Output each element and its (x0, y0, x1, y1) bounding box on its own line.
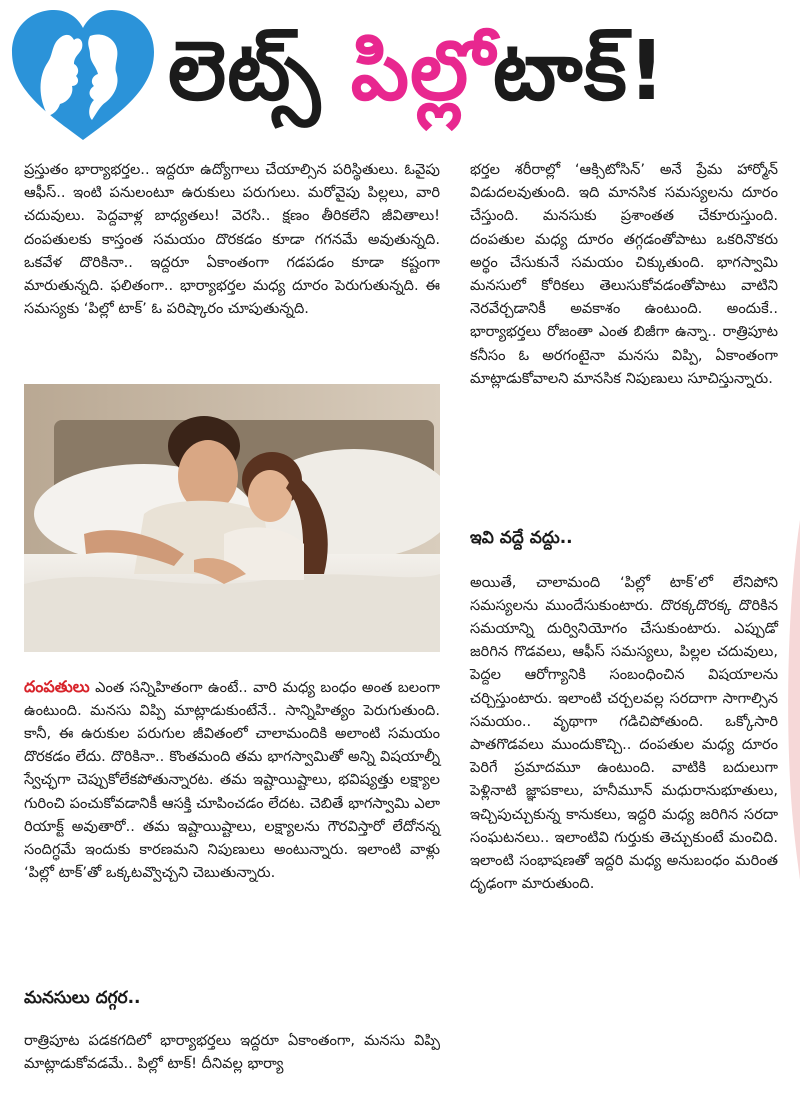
subheading-text: ఇవి వద్దే వద్దు.. (470, 528, 573, 548)
subheading-avoid (470, 526, 778, 550)
body-text: భర్తల శరీరాల్లో ‘ఆక్సిటోసిన్’ అనే ప్రేమ హార్మోన్ విడుదలవుతుంది. ఇది మానసిక సమస్యలను దూరం చేస్తుంది. మనసుకు ప్రశాంతత చేకూరుస్తుంది. దంపతుల మధ్య దూరం తగ్గడంతోపాటు ఒకరినొకరు అర్థం చేసుకునే సమయం చిక్కుతుంది. భాగస్వామి మనసులో కోరికలు తెలుసుకోవడంతోపాటు వాటిని నెరవేర్చడానికీ అవకాశం ఉంటుంది. అందుకే.. భార్యాభర్తలు రోజంతా ఎంత బిజీగా ఉన్నా.. రాత్రిపూట కనీసం ఓ అరగంటైనా మనసు విప్పి, ఏకాంతంగా మాట్లాడుకోవాలని మానసిక నిపుణులు సూచిస్తున్నారు. (470, 161, 778, 387)
body-paragraph-avoid (470, 556, 778, 910)
body-text: రాత్రిపూట పడకగదిలో భార్యాభర్తలు ఇద్దరూ ఏకాంతంగా, మనసు విప్పి మాట్లాడుకోవడమే.. పిల్లో టాక్! దీనివల్ల భార్యా (24, 1031, 440, 1072)
body-paragraph-couples (24, 660, 440, 899)
headline-part-talk: టాక్! (492, 24, 667, 119)
headline-part-pillow: పిల్లో (350, 24, 493, 119)
intro-paragraph (24, 158, 440, 320)
subheading-minds-closer (24, 986, 440, 1010)
headline-part-lets: లెట్స్ (168, 24, 351, 119)
masthead (0, 0, 800, 150)
body-text: ఎంత సన్నిహితంగా ఉంటే.. వారి మధ్య బంధం అంత బలంగా ఉంటుంది. మనసు విప్పి మాట్లాడుకుంటేనే.. సాన్నిహిత్యం పెరుగుతుంది. కానీ, ఈ ఉరుకుల పరుగుల జీవితంలో చాలామందికి అలాంటి సమయం దొరకడం లేదు. దొరికినా.. కొంతమంది తమ భాగస్వామితో అన్ని విషయాల్నీ స్వేచ్ఛగా చెప్పుకోలేకపోతున్నారట. తమ ఇష్టాయిష్టాలు, భవిష్యత్తు లక్ష్యాల గురించి పంచుకోవడానికీ ఆసక్తి చూపించడం లేదట. చెబితే భాగస్వామి ఎలా రియాక్ట్ అవుతారో.. తమ ఇష్టాయిష్టాలు, లక్ష్యాలను గౌరవిస్తారో లేదోనన్న సందిగ్ధమే ఇందుకు కారణమని నిపుణులు అంటున్నారు. ఇలాంటి వాళ్లు ‘పిల్లో టాక్’తో ఒక్కటవ్వొచ్చని చెబుతున్నారు. (24, 678, 440, 882)
headline (168, 12, 666, 132)
lead-word: దంపతులు (24, 676, 90, 696)
right-column-paragraph (470, 158, 778, 390)
heart-couple-logo-icon (8, 6, 158, 144)
body-paragraph-night (24, 1014, 440, 1090)
intro-text: ప్రస్తుతం భార్యాభర్తల.. ఇద్దరూ ఉద్యోగాలు చేయాల్సిన పరిస్థితులు. ఓవైపు ఆఫీస్.. ఇంటి పనులంటూ ఉరుకులు పరుగులు. మరోవైపు పిల్లలు, వారి చదువులు. పెద్దవాళ్ల బాధ్యతలు! వెరసి.. క్షణం తీరికలేని జీవితాలు! దంపతులకు కాస్తంత సమయం దొరకడం కూడా గగనమే అవుతున్నది. ఒకవేళ దొరికినా.. ఇద్దరూ ఏకాంతంగా గడపడం కూడా కష్టంగా మారుతున్నది. ఫలితంగా.. భార్యాభర్తల మధ్య దూరం పెరుగుతున్నది. ఈ సమస్యకు ‘పిల్లో టాక్’ ఓ పరిష్కారం చూపుతున్నది. (24, 161, 440, 318)
decorative-edge-curve (784, 520, 800, 880)
couple-in-bed-photo (24, 384, 440, 652)
body-text: అయితే, చాలామంది ‘పిల్లో టాక్’లో లేనిపోని సమస్యలను ముందేసుకుంటారు. దొరక్కదొరక్క దొరికిన సమయాన్ని దుర్వినియోగం చేసుకుంటారు. ఎప్పుడో జరిగిన గొడవలు, ఆఫీస్ సమస్యలు, పిల్లల చదువులు, పెద్దల ఆరోగ్యానికి సంబంధించిన విషయాలను చర్చిస్తుంటారు. ఇలాంటి చర్చలవల్ల సరదాగా సాగాల్సిన సమయం.. వృథాగా గడిచిపోతుంది. ఒక్కోసారి పాతగొడవలు ముందుకొచ్చి.. దంపతుల మధ్య దూరం పెరిగే ప్రమాదమూ ఉంటుంది. వాటికి బదులుగా పెళ్లినాటి జ్ఞాపకాలు, హనీమూన్ మధురానుభూతులు, ఇచ్చిపుచ్చుకున్న కానుకలు, ఇద్దరి మధ్య జరిగిన సరదా సంఘటనలు.. ఇలాంటివి గుర్తుకు తెచ్చుకుంటే మంచిది. ఇలాంటి సంభాషణతో ఇద్దరి మధ్య అనుబంధం మరింత దృఢంగా మారుతుంది. (470, 573, 778, 893)
subheading-text: మనసులు దగ్గర.. (24, 988, 141, 1008)
